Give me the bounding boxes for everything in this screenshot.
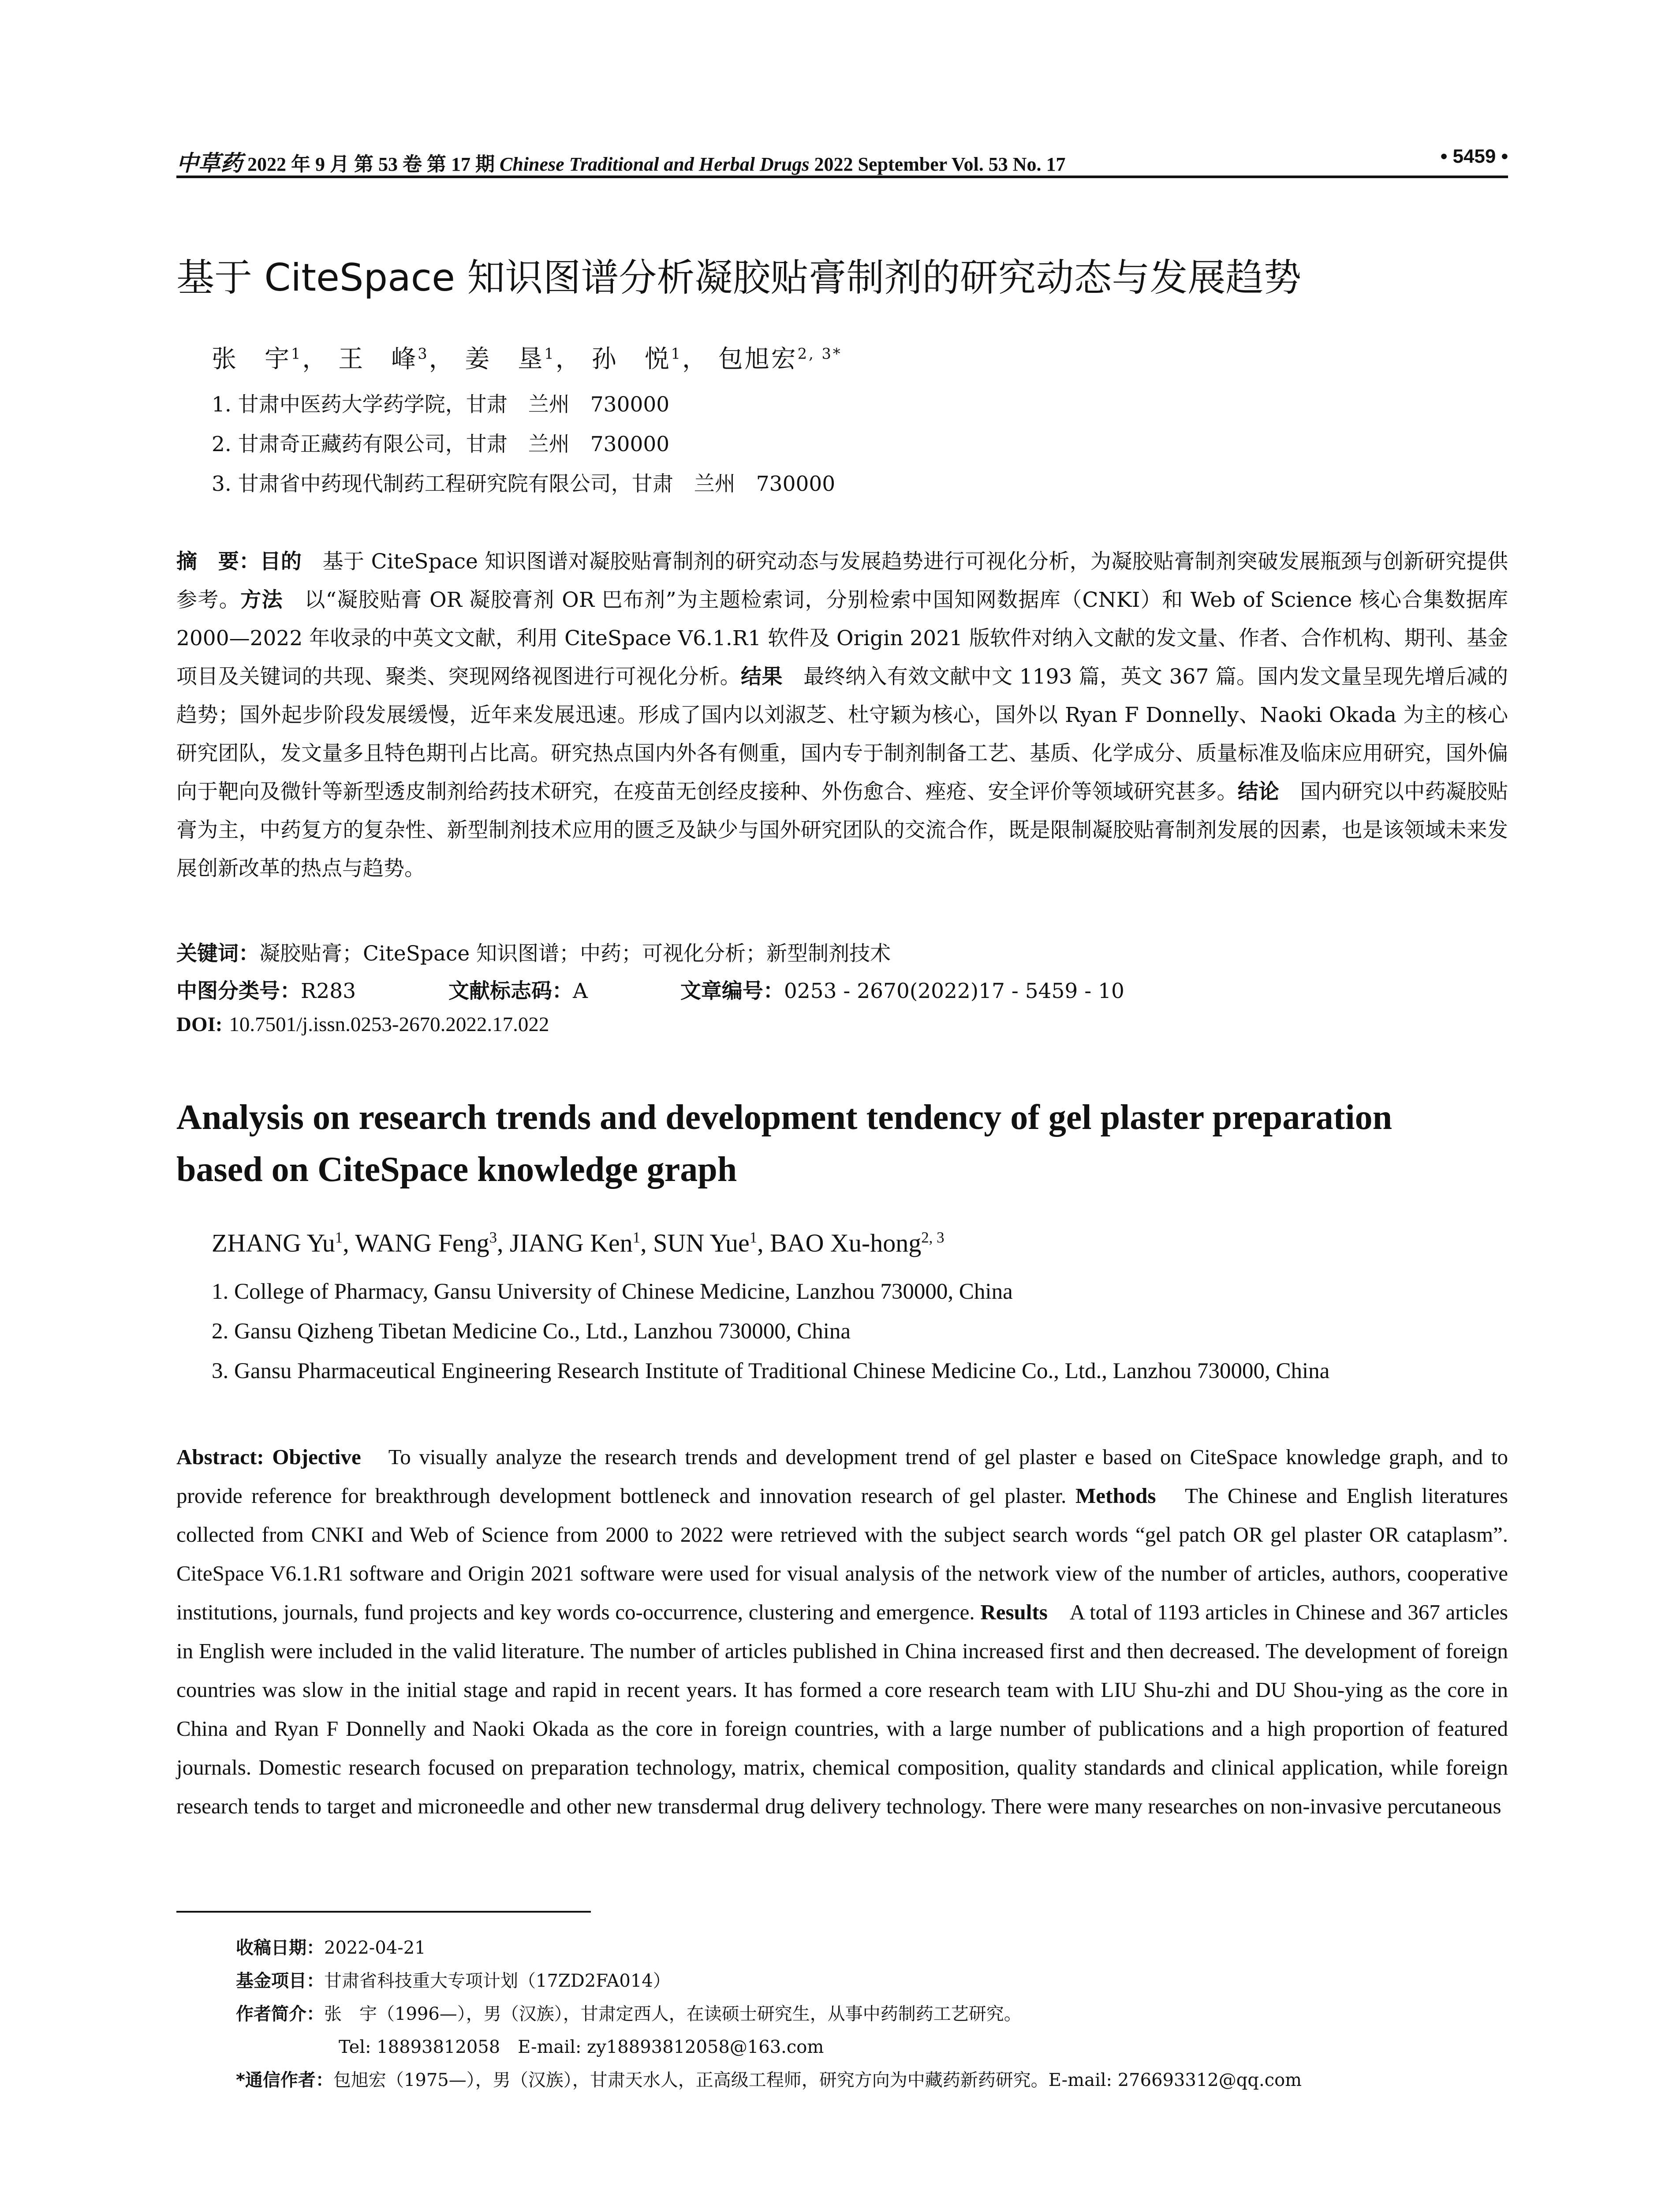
- corresponding-text: 包旭宏（1975—），男（汉族），甘肃天水人，正高级工程师，研究方向为中藏药新药研究。E-mail: 276693312@qq.com: [333, 2070, 1302, 2090]
- corresponding-label: *通信作者：: [236, 2070, 333, 2090]
- title-en-line-1: Analysis on research trends and development tendency of gel plaster preparation: [176, 1098, 1393, 1137]
- header-rule: [176, 176, 1508, 178]
- running-header: [176, 146, 1508, 176]
- doi-line: [176, 1012, 549, 1036]
- affiliation-cn-3: 3. 甘肃省中药现代制药工程研究院有限公司，甘肃 兰州 730000: [212, 472, 836, 496]
- methods-text: 以“凝胶贴膏 OR 凝胶膏剂 OR 巴布剂”为主题检索词，分别检索中国知网数据库（CNKI）和 Web of Science 核心合集数据库 2000—2022 年收录的中英文文献，利用 CiteSpace V6.1.R1 软件及 Origin 2021 版软件对纳入文献的发文量、作者、合作机构、期刊、基金项目及关键词的共现、聚类、突现网络视图进行可视化分析。: [176, 588, 1508, 689]
- affiliation-cn-2: 2. 甘肃奇正藏药有限公司，甘肃 兰州 730000: [212, 432, 670, 456]
- article-number-value: 0253 - 2670(2022)17 - 5459 - 10: [784, 979, 1124, 1003]
- title-en-line-2: based on CiteSpace knowledge graph: [176, 1150, 737, 1189]
- affiliation-en-1: 1. College of Pharmacy, Gansu University of Chinese Medicine, Lanzhou 730000, China: [212, 1279, 1013, 1304]
- authors-cn: 张 宇$^1$， 王 峰$^3$， 姜 垦$^1$， 孙 悦$^1$， 包旭宏$^{2, 3*}$: [212, 345, 842, 374]
- clc-value: R283: [301, 979, 356, 1003]
- keywords-label: 关键词：: [176, 942, 259, 966]
- footnote-corresponding: [236, 2066, 1302, 2091]
- clc-label: 中图分类号：: [176, 979, 301, 1003]
- fund-text: 甘肃省科技重大专项计划（17ZD2FA014）: [324, 1971, 671, 1991]
- abstract-label: 摘 要：: [176, 549, 260, 574]
- author-name: 姜 垦: [465, 345, 545, 374]
- author-affiliation-mark: 1: [632, 1229, 641, 1246]
- abstract-en: [176, 1438, 1508, 1826]
- article-number-label: 文章编号：: [680, 979, 784, 1003]
- author-affiliation-mark: 1: [335, 1229, 343, 1246]
- conclusion-text: 国内研究以中药凝胶贴膏为主，中药复方的复杂性、新型制剂技术应用的匮乏及缺少与国外研究团队的交流合作，既是限制凝胶贴膏制剂发展的因素，也是该领域未来发展创新改革的热点与趋势。: [176, 780, 1508, 881]
- affiliation-cn-1: 1. 甘肃中医药大学药学院，甘肃 兰州 730000: [212, 392, 670, 417]
- author-affiliation-mark: 2, 3: [921, 1229, 945, 1246]
- author-name: 孙 悦: [591, 345, 671, 374]
- author-name: ZHANG Yu: [212, 1229, 335, 1257]
- fund-label: 基金项目：: [236, 1971, 324, 1991]
- objective-label: 目的: [260, 549, 302, 574]
- footnote-rule: [176, 1911, 591, 1913]
- title-cn: 基于 CiteSpace 知识图谱分析凝胶贴膏制剂的研究动态与发展趋势: [176, 256, 1302, 300]
- authors-en: ZHANG Yu$^1$, WANG Feng$^3$, JIANG Ken$^1$, SUN Yue$^1$, BAO Xu-hong$^{2, 3}$: [212, 1229, 945, 1257]
- author-name: 张 宇: [212, 345, 291, 374]
- footnote-bio: [236, 2000, 1022, 2025]
- objective-text: 基于 CiteSpace 知识图谱对凝胶贴膏制剂的研究动态与发展趋势进行可视化分析，为凝胶贴膏制剂突破发展瓶颈与创新研究提供参考。: [176, 549, 1508, 612]
- keywords-text: 凝胶贴膏；CiteSpace 知识图谱；中药；可视化分析；新型制剂技术: [259, 942, 891, 966]
- results-label: 结果: [741, 665, 783, 689]
- abstract-cn: [176, 542, 1508, 888]
- author-affiliation-mark: 1: [671, 345, 682, 363]
- classification-line: [176, 975, 1124, 1004]
- author-affiliation-mark: 1: [749, 1229, 758, 1246]
- doi-value: 10.7501/j.issn.0253-2670.2022.17.022: [229, 1013, 549, 1036]
- affiliation-en-2: 2. Gansu Qizheng Tibetan Medicine Co., Ltd., Lanzhou 730000, China: [212, 1319, 851, 1344]
- author-affiliation-mark: 3: [489, 1229, 497, 1246]
- keywords-cn: [176, 937, 891, 967]
- affiliation-en-3: 3. Gansu Pharmaceutical Engineering Research Institute of Traditional Chinese Medicine Co., Ltd., Lanzhou 730000, China: [212, 1359, 1330, 1383]
- author-affiliation-mark: 1: [544, 345, 556, 363]
- received-label: 收稿日期：: [236, 1938, 324, 1958]
- footnote-contact: Tel: 18893812058 E-mail: zy18893812058@163.com: [339, 2037, 824, 2057]
- doc-code-value: A: [573, 979, 588, 1003]
- author-name: WANG Feng: [355, 1229, 489, 1257]
- footnote-fund: [236, 1967, 671, 1992]
- title-en: [176, 1091, 1508, 1196]
- bio-text: 张 宇（1996—），男（汉族），甘肃定西人，在读硕士研究生，从事中药制药工艺研究。: [324, 2004, 1022, 2024]
- author-affiliation-mark: 3: [418, 345, 429, 363]
- methods-en-text: The Chinese and English literatures collected from CNKI and Web of Science from 2000 to 2022 were retrieved with the subject search words “gel patch OR gel plaster OR cataplasm”. CiteSpace V6.1.R1 software and Origin 2021 software were used for visual analysis of the network view of the number of articles, authors, cooperative institutions, journals, fund projects and key words co-occurrence, clustering and emergence.: [176, 1484, 1508, 1624]
- author-name: SUN Yue: [653, 1229, 750, 1257]
- objective-en-text: To visually analyze the research trends and development trend of gel plaster e based on CiteSpace knowledge graph, and to provide reference for breakthrough development bottleneck and innovation research of gel plaster.: [176, 1445, 1508, 1508]
- issue-en: 2022 September Vol. 53 No. 17: [814, 153, 1066, 175]
- issue-cn: 2022 年 9 月 第 53 卷 第 17 期: [247, 153, 495, 175]
- doi-label: DOI:: [176, 1013, 223, 1036]
- page-number: • 5459 •: [1440, 146, 1508, 167]
- journal-name-cn: 中草药: [176, 150, 243, 176]
- journal-name-en: Chinese Traditional and Herbal Drugs: [500, 153, 810, 175]
- bio-label: 作者简介：: [236, 2004, 324, 2024]
- author-name: BAO Xu-hong: [770, 1229, 922, 1257]
- received-date: 2022-04-21: [324, 1938, 426, 1958]
- doc-code-label: 文献标志码：: [448, 979, 573, 1003]
- conclusion-label: 结论: [1237, 780, 1280, 804]
- results-en-label: Results: [980, 1600, 1048, 1624]
- methods-en-label: Methods: [1075, 1484, 1156, 1508]
- author-name: JIANG Ken: [510, 1229, 633, 1257]
- results-en-text: A total of 1193 articles in Chinese and 367 articles in English were included in the valid literature. The number of articles published in China increased first and then decreased. The development of foreign countries was slow in the initial stage and rapid in recent years. It has formed a core research team with LIU Shu-zhi and DU Shou-ying as the core in China and Ryan F Donnelly and Naoki Okada as the core in foreign countries, with a large number of publications and a high proportion of featured journals. Domestic research focused on preparation technology, matrix, chemical composition, quality standards and clinical application, while foreign research tends to target and microneedle and other new transdermal drug delivery technology. There were many researches on non-invasive percutaneous: [176, 1600, 1508, 1818]
- methods-label: 方法: [240, 588, 283, 612]
- author-affiliation-mark: 2, 3*: [797, 345, 842, 363]
- author-name: 王 峰: [338, 345, 418, 374]
- abstract-en-label: Abstract: Objective: [176, 1445, 361, 1469]
- author-name: 包旭宏: [718, 345, 798, 374]
- footnote-received: [236, 1934, 426, 1959]
- author-affiliation-mark: 1: [291, 345, 302, 363]
- results-text: 最终纳入有效文献中文 1193 篇，英文 367 篇。国内发文量呈现先增后减的趋势；国外起步阶段发展缓慢，近年来发展迅速。形成了国内以刘淑芝、杜守颖为核心，国外以 Ryan F Donnelly、Naoki Okada 为主的核心研究团队，发文量多且特色期刊占比高。研究热点国内外各有侧重，国内专于制剂制备工艺、基质、化学成分、质量标准及临床应用研究，国外偏向于靶向及微针等新型透皮制剂给药技术研究，在疫苗无创经皮接种、外伤愈合、痤疮、安全评价等领域研究甚多。: [176, 665, 1508, 804]
